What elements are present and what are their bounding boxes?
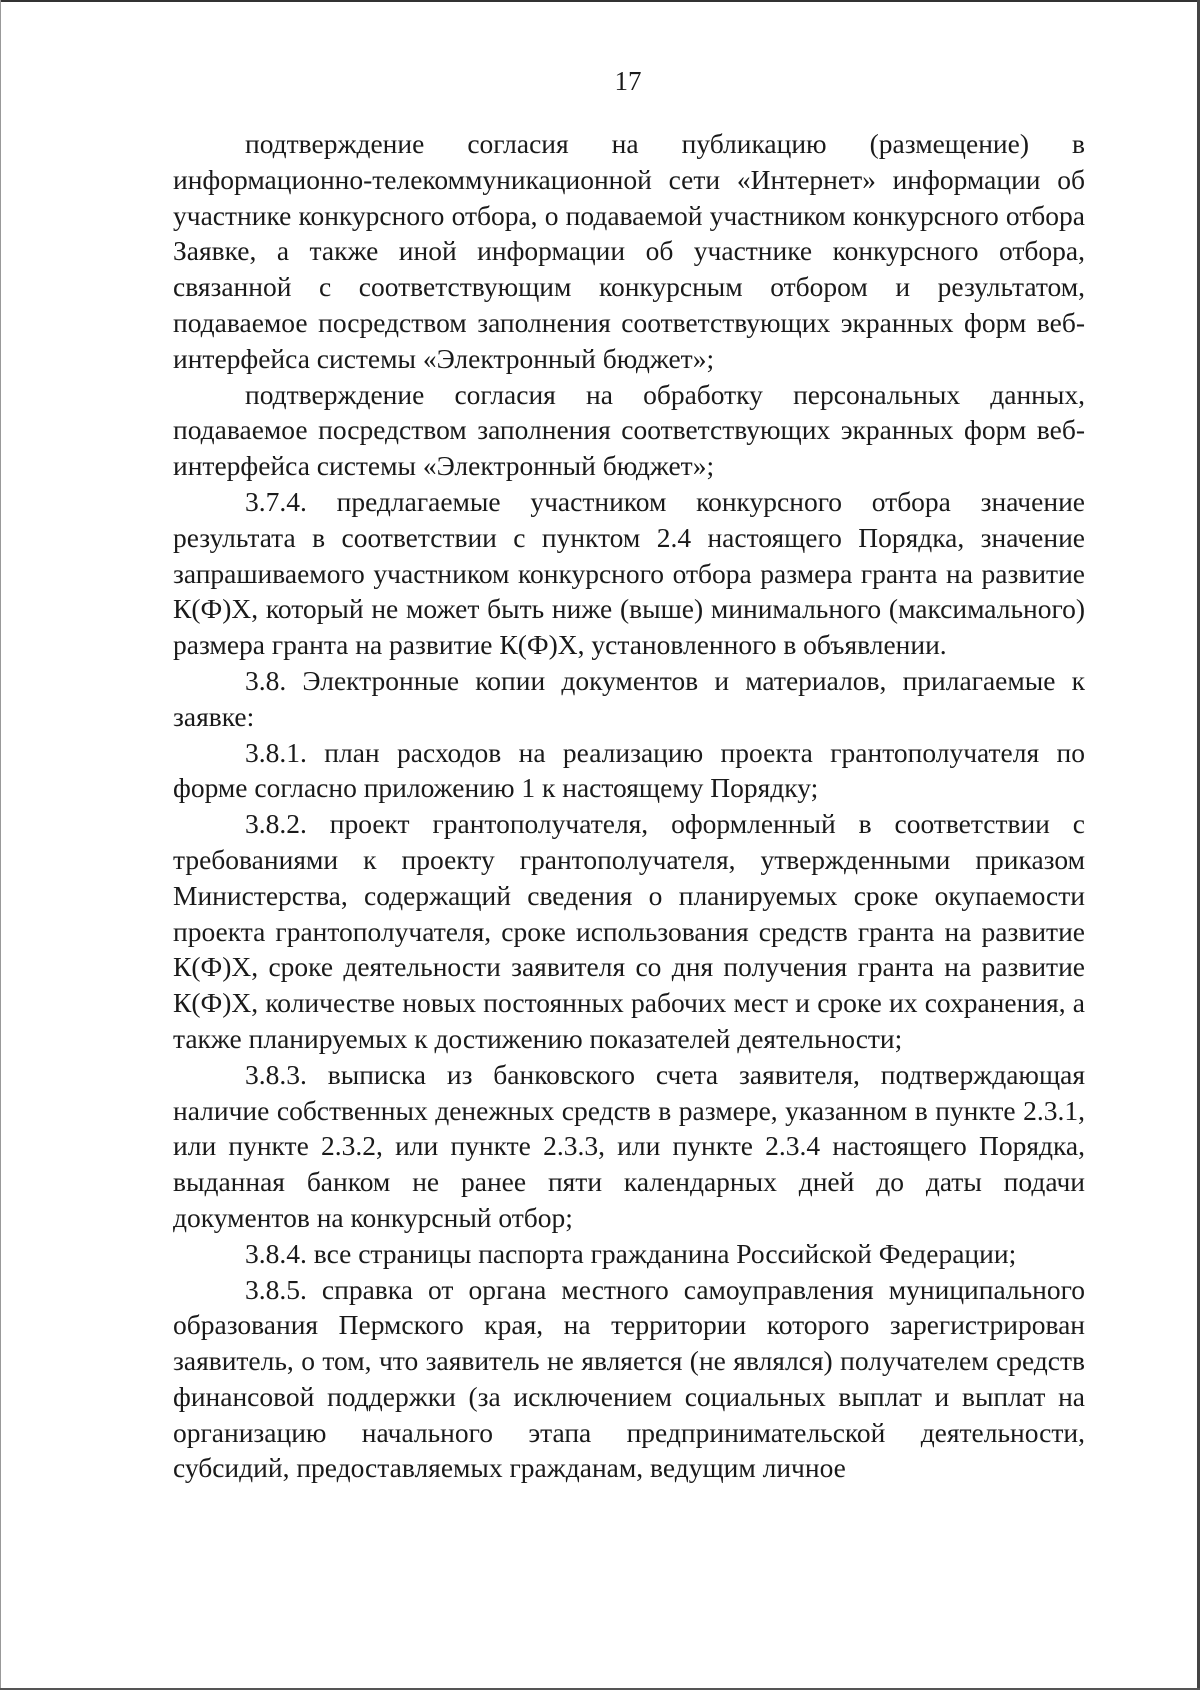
document-body: [173, 126, 1085, 1486]
paragraph-3-8: 3.8. Электронные копии документов и материалов, прилагаемые к заявке:: [173, 664, 1085, 732]
paragraph-consent-publication: подтверждение согласия на публикацию (размещение) в информационно-телекоммуникационной сети «Интернет» информации об участнике конкурсного отбора, о подаваемой участником конкурсного отбора Заявке, а также иной информации об участнике конкурсного отбора, связанной с соответствующим конкурсным отбором и результатом, подаваемое посредством заполнения соответствующих экранных форм веб-интерфейса системы «Электронный бюджет»;: [173, 128, 1085, 374]
paragraph-3-8-3: 3.8.3. выписка из банковского счета заявителя, подтверждающая наличие собственных денежных средств в размере, указанном в пункте 2.3.1, или пункте 2.3.2, или пункте 2.3.3, или пункте 2.3.4 настоящего Порядка, выданная банком не ранее пяти календарных дней до даты подачи документов на конкурсный отбор;: [173, 1058, 1085, 1233]
paragraph-3-8-2: 3.8.2. проект грантополучателя, оформленный в соответствии с требованиями к проекту грантополучателя, утвержденными приказом Министерства, содержащий сведения о планируемых сроке окупаемости проекта грантополучателя, сроке использования средств гранта на развитие К(Ф)Х, сроке деятельности заявителя со дня получения гранта на развитие К(Ф)Х, количестве новых постоянных рабочих мест и сроке их сохранения, а также планируемых к достижению показателей деятельности;: [173, 808, 1085, 1054]
page-number: 17: [614, 66, 642, 96]
paragraph-3-7-4: 3.7.4. предлагаемые участником конкурсного отбора значение результата в соответствии с пунктом 2.4 настоящего Порядка, значение запрашиваемого участником конкурсного отбора размера гранта на развитие К(Ф)Х, который не может быть ниже (выше) минимального (максимального) размера гранта на развитие К(Ф)Х, установленного в объявлении.: [173, 485, 1085, 661]
scan-edge-left: [0, 0, 1, 1690]
paragraph-3-8-4: 3.8.4. все страницы паспорта гражданина Российской Федерации;: [245, 1237, 1017, 1269]
scan-edge-top: [0, 0, 1200, 2]
paragraph-3-8-1: 3.8.1. план расходов на реализацию проекта грантополучателя по форме согласно приложению 1 к настоящему Порядку;: [173, 736, 1085, 804]
paragraph-3-8-5: 3.8.5. справка от органа местного самоуправления муниципального образования Пермского края, на территории которого зарегистрирован заявитель, о том, что заявитель не является (не являлся) получателем средств финансовой поддержки (за исключением социальных выплат и выплат на организацию начального этапа предпринимательской деятельности, субсидий, предоставляемых гражданам, ведущим личное: [173, 1273, 1085, 1484]
paragraph-consent-personal-data: подтверждение согласия на обработку персональных данных, подаваемое посредством заполнения соответствующих экранных форм веб-интерфейса системы «Электронный бюджет»;: [173, 378, 1085, 482]
